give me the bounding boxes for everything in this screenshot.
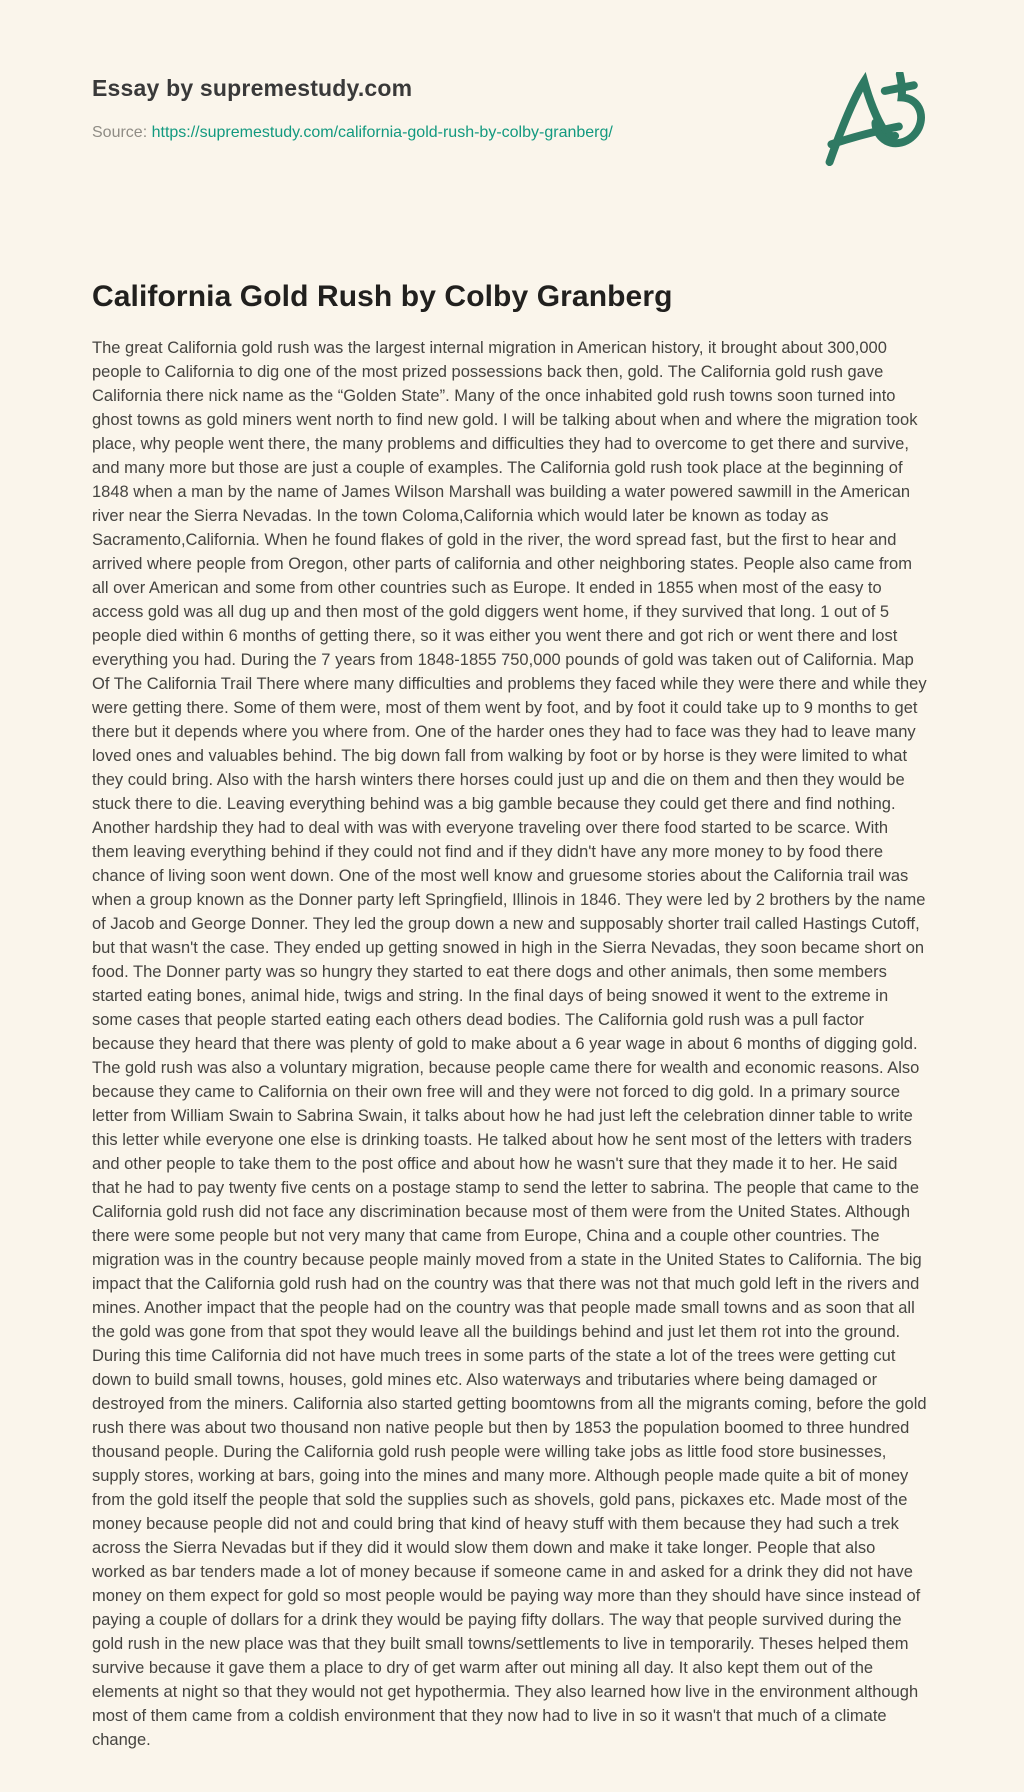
source-link[interactable]: https://supremestudy.com/california-gold-rush-by-colby-granberg/ bbox=[151, 124, 613, 141]
source-line bbox=[92, 123, 613, 142]
page-header bbox=[92, 75, 928, 166]
header-text-block bbox=[92, 75, 613, 142]
source-label: Source: bbox=[92, 124, 148, 141]
essay-body-text: The great California gold rush was the largest internal migration in American history, it brought about 300,000 people to California to dig one of the most prized possessions back then, gold. The California gold rush gave California there nick name as the “Golden State”. Many of the once inhabited gold rush towns soon turned into ghost towns as gold miners went north to find new gold. I will be talking about when and where the migration took place, why people went there, the many problems and difficulties they had to overcome to get there and survive, and many more but those are just a couple of examples. The California gold rush took place at the beginning of 1848 when a man by the name of James Wilson Marshall was building a water powered sawmill in the American river near the Sierra Nevadas. In the town Coloma,California which would later be known as today as Sacramento,California. When he found flakes of gold in the river, the word spread fast, but the first to hear and arrived where people from Oregon, other parts of california and other neighboring states. People also came from all over American and some from other countries such as Europe. It ended in 1855 when most of the easy to access gold was all dug up and then most of the gold diggers went home, if they survived that long. 1 out of 5 people died within 6 months of getting there, so it was either you went there and got rich or went there and lost everything you had. During the 7 years from 1848-1855 750,000 pounds of gold was taken out of California. Map Of The California Trail There where many difficulties and problems they faced while they were there and while they were getting there. Some of them were, most of them went by foot, and by foot it could take up to 9 months to get there but it depends where you where from. One of the harder ones they had to face was they had to leave many loved ones and valuables behind. The big down fall from walking by foot or by horse is they were limited to what they could bring. Also with the harsh winters there horses could just up and die on them and then they would be stuck there to die. Leaving everything behind was a big gamble because they could get there and find nothing. Another hardship they had to deal with was with everyone traveling over there food started to be scarce. With them leaving everything behind if they could not find and if they didn't have any more money to by food there chance of living soon went down. One of the most well know and gruesome stories about the California trail was when a group known as the Donner party left Springfield, Illinois in 1846. They were led by 2 brothers by the name of Jacob and George Donner. They led the group down a new and supposably shorter trail called Hastings Cutoff, but that wasn't the case. They ended up getting snowed in high in the Sierra Nevadas, they soon became short on food. The Donner party was so hungry they started to eat there dogs and other animals, then some members started eating bones, animal hide, twigs and string. In the final days of being snowed it went to the extreme in some cases that people started eating each others dead bodies. The California gold rush was a pull factor because they heard that there was plenty of gold to make about a 6 year wage in about 6 months of digging gold. The gold rush was also a voluntary migration, because people came there for wealth and economic reasons. Also because they came to California on their own free will and they were not forced to dig gold. In a primary source letter from William Swain to Sabrina Swain, it talks about how he had just left the celebration dinner table to write this letter while everyone one else is drinking toasts. He talked about how he sent most of the letters with traders and other people to take them to the post office and about how he wasn't sure that they made it to her. He said that he had to pay twenty five cents on a postage stamp to send the letter to sabrina. The people that came to the California gold rush did not face any discrimination because most of them were from the United States. Although there were some people but not very many that came from Europe, China and a couple other countries. The migration was in the country because people mainly moved from a state in the United States to California. The big impact that the California gold rush had on the country was that there was not that much gold left in the rivers and mines. Another impact that the people had on the country was that people made small towns and as soon that all the gold was gone from that spot they would leave all the buildings behind and just let them rot into the ground. During this time California did not have much trees in some parts of the state a lot of the trees were getting cut down to build small towns, houses, gold mines etc. Also waterways and tributaries where being damaged or destroyed from the miners. California also started getting boomtowns from all the migrants coming, before the gold rush there was about two thousand non native people but then by 1853 the population boomed to three hundred thousand people. During the California gold rush people were willing take jobs as little food store businesses, supply stores, working at bars, going into the mines and many more. Although people made quite a bit of money from the gold itself the people that sold the supplies such as shovels, gold pans, pickaxes etc. Made most of the money because people did not and could bring that kind of heavy stuff with them because they had such a trek across the Sierra Nevadas but if they did it would slow them down and make it take longer. People that also worked as bar tenders made a lot of money because if someone came in and asked for a drink they did not have money on them expect for gold so most people would be paying way more than they should have since instead of paying a couple of dollars for a drink they would be paying fifty dollars. The way that people survived during the gold rush in the new place was that they built small towns/settlements to live in temporarily. Theses helped them survive because it gave them a place to dry of get warm after out mining all day. It also kept them out of the elements at night so that they would not get hypothermia. They also learned how live in the environment although most of them came from a coldish environment that they now had to live in so it wasn't that much of a climate change. bbox=[92, 339, 927, 1749]
a-plus-logo-icon bbox=[823, 72, 926, 166]
essay-title: California Gold Rush by Colby Granberg bbox=[92, 280, 673, 313]
page-title: Essay by supremestudy.com bbox=[92, 75, 413, 101]
